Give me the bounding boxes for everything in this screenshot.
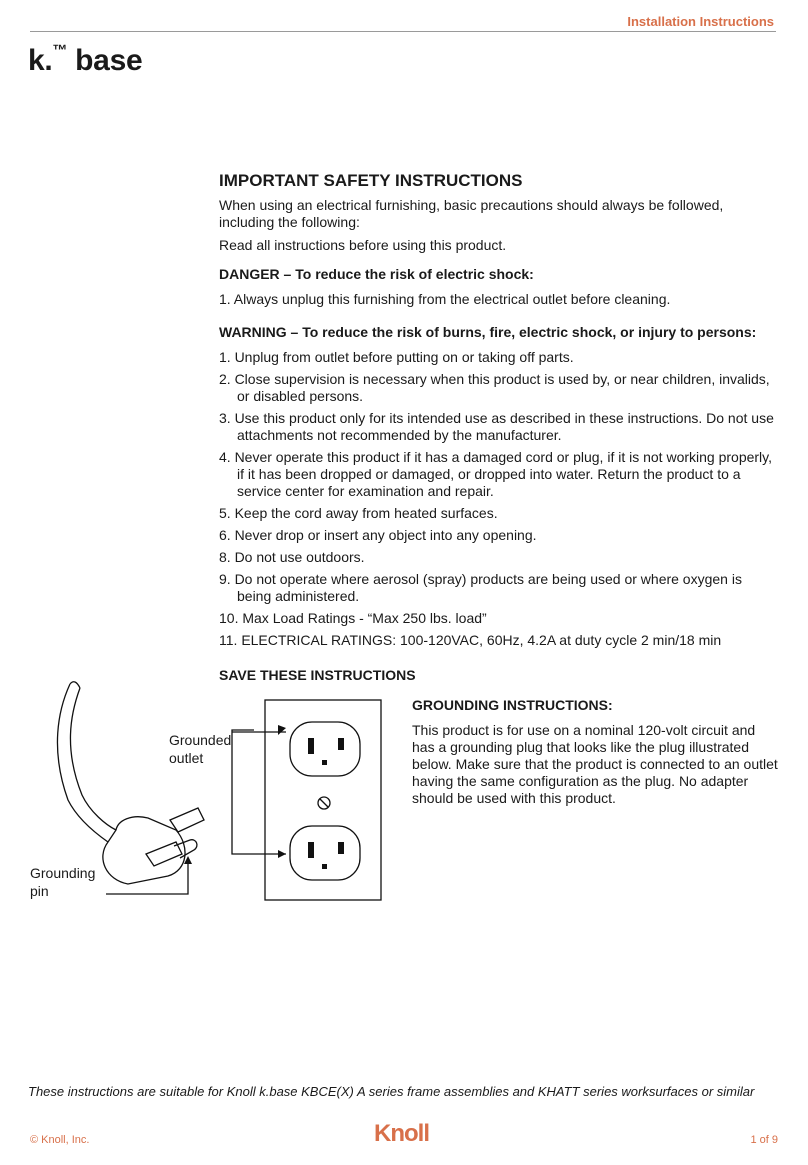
label-outlet-line2: outlet — [169, 750, 204, 766]
grounding-instructions — [412, 697, 780, 807]
lower-ground-hole — [322, 864, 327, 869]
cord-end — [70, 682, 80, 688]
arrow-upper — [278, 725, 286, 735]
label-grounding-pin — [30, 864, 95, 900]
danger-item: 1. Always unplug this furnishing from the electrical outlet before cleaning. — [219, 291, 671, 307]
plug-body — [103, 817, 185, 884]
lower-slot-left — [308, 842, 314, 858]
danger-heading: DANGER – To reduce the risk of electric shock: — [219, 266, 534, 282]
warning-heading: WARNING – To reduce the risk of burns, fire, electric shock, or injury to persons: — [219, 324, 757, 340]
label-grounded-outlet — [169, 731, 231, 767]
outlet-lower — [290, 826, 360, 880]
section-label: Installation Instructions — [627, 14, 774, 29]
warning-item: 1. Unplug from outlet before putting on or taking off parts. — [219, 349, 574, 365]
label-outlet-line1: Grounded — [169, 732, 232, 748]
page-title — [28, 44, 142, 78]
warning-item: 4. Never operate this product if it has a damaged cord or plug, if it is not working properly, if it has been dropped or damaged, or dropped into water. Return the product to a service center for examination and repair. — [219, 449, 773, 499]
warning-item: 8. Do not use outdoors. — [219, 549, 365, 565]
copyright: © Knoll, Inc. — [30, 1134, 90, 1146]
safety-instructions — [219, 172, 779, 684]
save-instructions: SAVE THESE INSTRUCTIONS — [219, 667, 416, 683]
warning-item: 5. Keep the cord away from heated surfaces. — [219, 505, 498, 521]
knoll-logo: Knoll — [374, 1120, 429, 1147]
upper-slot-left — [308, 738, 314, 754]
cord-inner — [70, 688, 116, 830]
trademark-mark: ™ — [52, 42, 68, 59]
warning-item: 6. Never drop or insert any object into any opening. — [219, 527, 537, 543]
read-all-text: Read all instructions before using this product. — [219, 237, 507, 253]
plug-prong-upper — [170, 808, 204, 832]
upper-slot-right — [338, 738, 344, 750]
footer-note: These instructions are suitable for Knoll k.base KBCE(X) A series frame assemblies and KHATT series worksurfaces or similar — [28, 1084, 755, 1099]
pin-leader — [106, 862, 188, 894]
label-pin-line2: pin — [30, 883, 49, 899]
warning-item: 3. Use this product only for its intended use as described in these instructions. Do not use attachments not recommended by the manufacturer. — [219, 410, 774, 443]
label-pin-line1: Grounding — [30, 865, 96, 881]
grounding-heading: GROUNDING INSTRUCTIONS: — [412, 697, 613, 713]
outlet-upper — [290, 722, 360, 776]
grounding-text: This product is for use on a nominal 120-volt circuit and has a grounding plug that looks like the plug illustrated below. Make sure that the product is connected to an outlet having the same configuration as the plug. No adapter should be used with this product. — [412, 722, 778, 806]
page-number: 1 of 9 — [750, 1134, 778, 1146]
warning-item: 10. Max Load Ratings - “Max 250 lbs. load” — [219, 610, 487, 626]
header-divider — [30, 31, 776, 32]
warning-item: 9. Do not operate where aerosol (spray) products are being used or where oxygen is being administered. — [219, 571, 742, 604]
arrow-lower — [278, 850, 286, 858]
warning-item: 2. Close supervision is necessary when this product is used by, or near children, invalids, or disabled persons. — [219, 371, 770, 404]
outlet-leader — [232, 730, 286, 854]
lower-slot-right — [338, 842, 344, 854]
upper-ground-hole — [322, 760, 327, 765]
warning-list — [219, 349, 779, 649]
safety-heading: IMPORTANT SAFETY INSTRUCTIONS — [219, 171, 523, 190]
title-main: k. — [28, 44, 53, 77]
title-rest: base — [67, 44, 143, 77]
safety-intro: When using an electrical furnishing, basic precautions should always be followed, including the following: — [219, 197, 724, 230]
warning-item: 11. ELECTRICAL RATINGS: 100-120VAC, 60Hz, 4.2A at duty cycle 2 min/18 min — [219, 632, 722, 648]
